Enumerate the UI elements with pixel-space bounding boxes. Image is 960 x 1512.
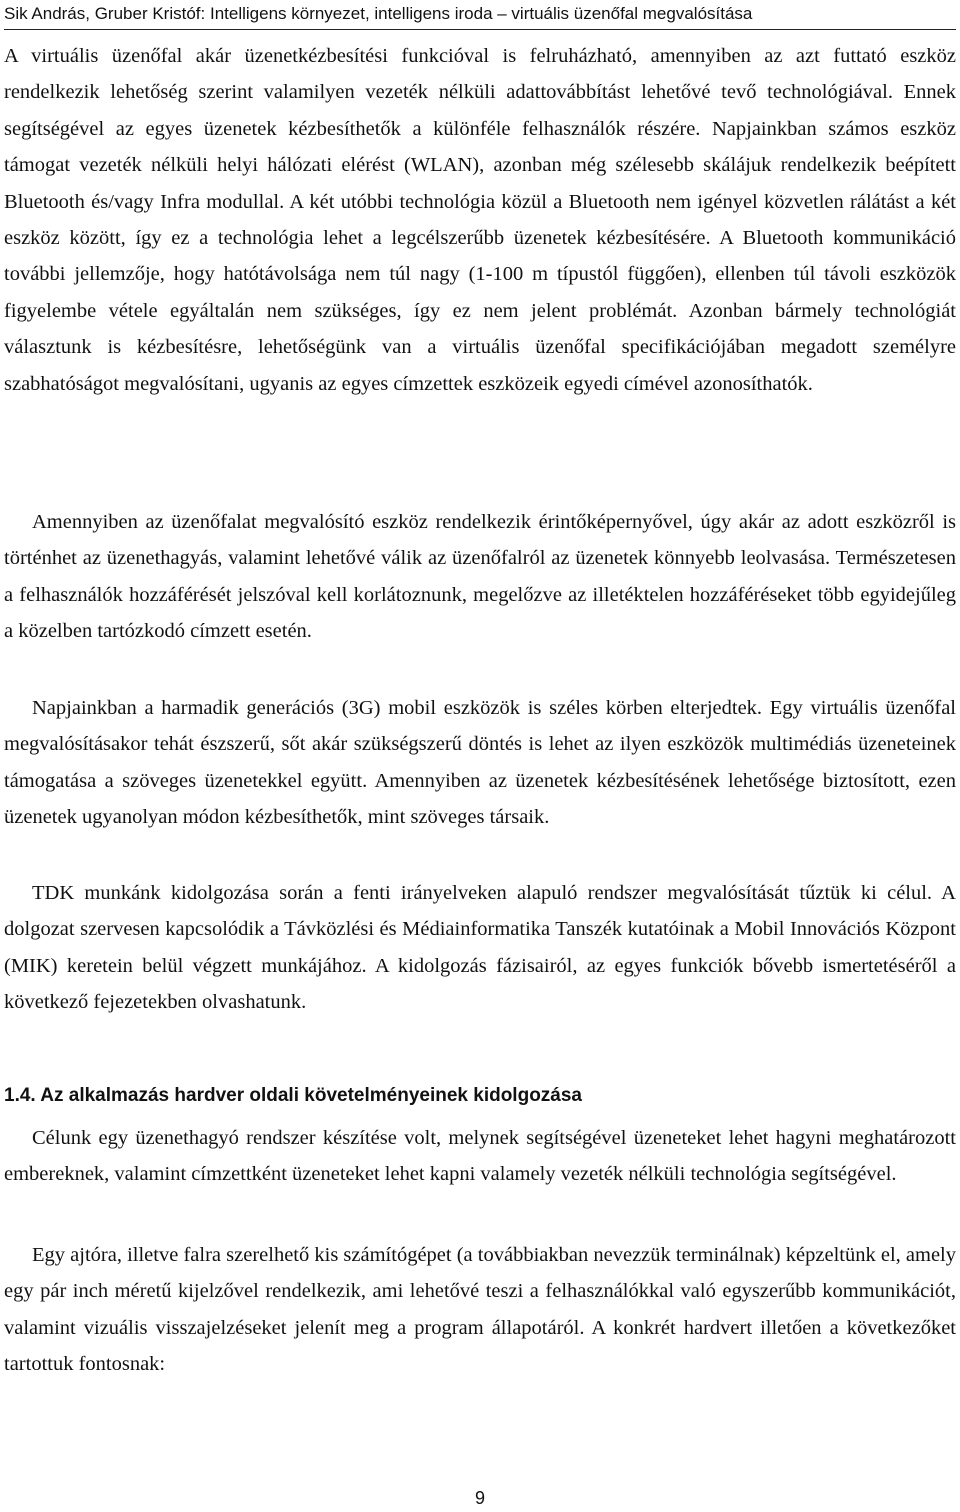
- paragraph-4: TDK munkánk kidolgozása során a fenti irányelveken alapuló rendszer megvalósítását tűztük ki célul. A dolgozat szervesen kapcsolódik a Távközlési és Médiainformatika Tanszék kutatóinak a Mobil Innovációs Központ (MIK) keretein belül végzett munkájához. A kidolgozás fázisairól, az egyes funkciók bővebb ismertetéséről a következő fejezetekben olvashatunk.: [4, 882, 956, 1014]
- page-number: 9: [474, 1488, 485, 1508]
- paragraph-3: Napjainkban a harmadik generációs (3G) mobil eszközök is széles körben elterjedtek. Egy virtuális üzenőfal megvalósításakor tehát észszerű, sőt akár szükségszerű döntés is lehet az ilyen eszközök multimédiás üzeneteinek támogatása a szöveges üzenetekkel együtt. Amennyiben az üzenetek kézbesítésének lehetősége biztosított, ezen üzenetek ugyanolyan módon kézbesíthetők, mint szöveges társaik.: [4, 697, 956, 829]
- paragraph-1: A virtuális üzenőfal akár üzenetkézbesítési funkcióval is felruházható, amennyiben az azt futtató eszköz rendelkezik lehetőség szerint valamilyen vezeték nélküli adattovábbítást lehetővé tevő technológiával. Ennek segítségével az egyes üzenetek kézbesíthetők a különféle felhasználók részére. Napjainkban számos eszköz támogat vezeték nélküli helyi hálózati elérést (WLAN), azonban még szélesebb skálájuk rendelkezik beépített Bluetooth és/vagy Infra modullal. A két utóbbi technológia közül a Bluetooth nem igényel közvetlen rálátást a két eszköz között, így ez a technológia lehet a legcélszerűbb üzenetek kézbesítésére. A Bluetooth kommunikáció további jellemzője, hogy hatótávolsága nem túl nagy (1-100 m típustól függően), ellenben túl távoli eszközök figyelembe vétele egyáltalán nem szükséges, így ez nem jelent problémát. Azonban bármely technológiát választunk is kézbesítésre, lehetőségünk van a virtuális üzenőfal specifikációjában megadott személyre szabhatóságot megvalósítani, ugyanis az egyes címzettek eszközeik egyedi címével azonosíthatók.: [4, 45, 956, 395]
- section-heading: 1.4. Az alkalmazás hardver oldali követelményeinek kidolgozása: [4, 1085, 582, 1106]
- paragraph-2: Amennyiben az üzenőfalat megvalósító eszköz rendelkezik érintőképernyővel, úgy akár az adott eszközről is történhet az üzenethagyás, valamint lehetővé válik az üzenőfalról az üzenetek könnyebb leolvasása. Természetesen a felhasználók hozzáférését jelszóval kell korlátoznunk, megelőzve az illetéktelen hozzáféréseket több egyidejűleg a közelben tartózkodó címzett esetén.: [4, 511, 956, 643]
- section-paragraph-2: Egy ajtóra, illetve falra szerelhető kis számítógépet (a továbbiakban nevezzük terminálnak) képzeltünk el, amely egy pár inch méretű kijelzővel rendelkezik, ami lehetővé teszi a felhasználókkal való egyszerűbb kommunikációt, valamint vizuális visszajelzéseket jelenít meg a program állapotáról. A konkrét hardvert illetően a következőket tartottuk fontosnak:: [4, 1244, 956, 1376]
- section-paragraph-1: Célunk egy üzenethagyó rendszer készítése volt, melynek segítségével üzeneteket lehet hagyni meghatározott embereknek, valamint címzettként üzeneteket lehet kapni valamely vezeték nélküli technológia segítségével.: [4, 1127, 956, 1186]
- running-header: Sik András, Gruber Kristóf: Intelligens környezet, intelligens iroda – virtuális üzenőfal megvalósítása: [4, 4, 753, 23]
- header-rule: [4, 29, 956, 30]
